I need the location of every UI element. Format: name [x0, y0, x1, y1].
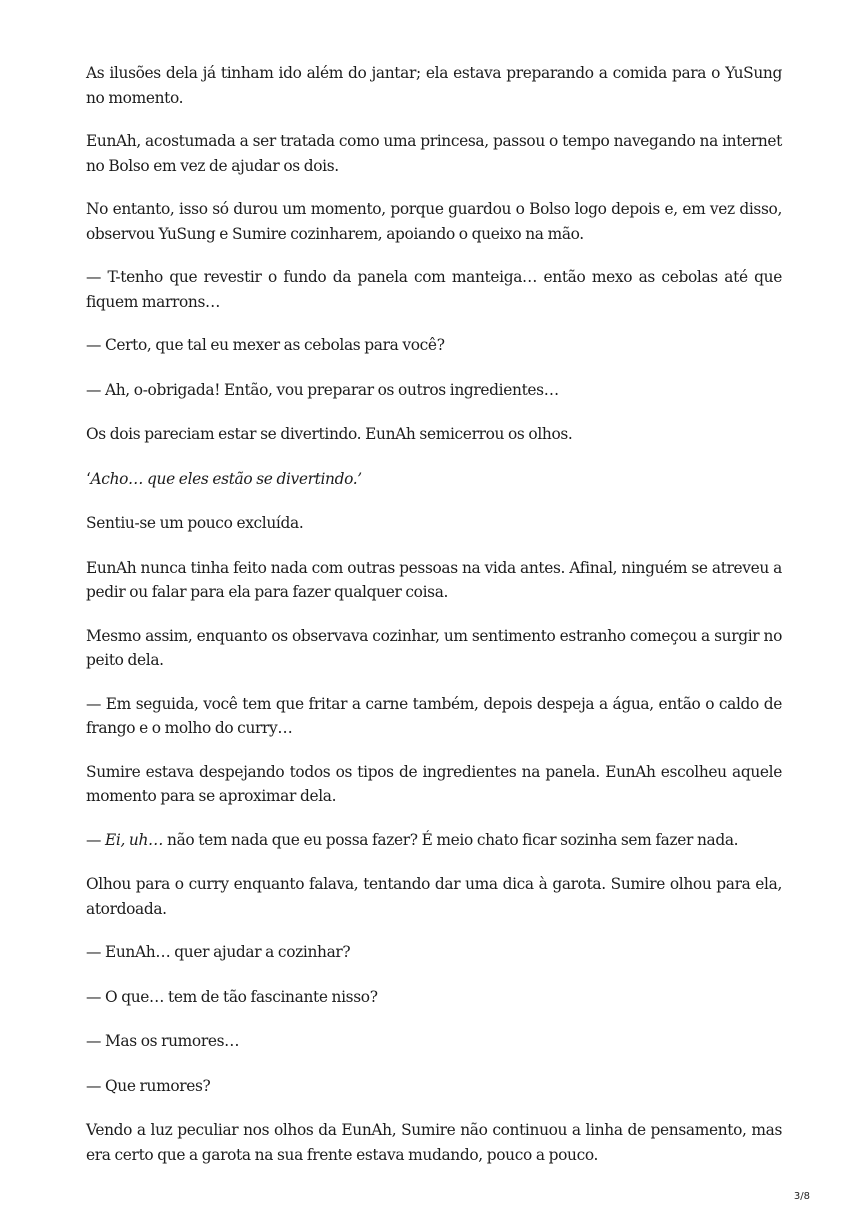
page-number: 3/8	[793, 1191, 810, 1202]
paragraph: No entanto, isso só durou um momento, porque guardou o Bolso logo depois e, em vez disso, observou YuSung e Sumire cozinharem, apoiando o queixo na mão.	[86, 200, 782, 243]
paragraph: Mesmo assim, enquanto os observava cozinhar, um sentimento estranho começou a surgir no peito dela.	[86, 626, 782, 669]
dialogue-line: — EunAh… quer ajudar a cozinhar?	[86, 943, 351, 961]
paragraph: EunAh nunca tinha feito nada com outras pessoas na vida antes. Afinal, ninguém se atreveu a pedir ou falar para ela para fazer qualquer coisa.	[86, 558, 782, 601]
dialogue-line: — Ei, uh… não tem nada que eu possa fazer? É meio chato ficar sozinha sem fazer nada.	[86, 830, 739, 849]
paragraph: Sentiu-se um pouco excluída.	[86, 514, 304, 532]
dialogue-line: — Mas os rumores…	[86, 1032, 240, 1050]
dialogue-line: — Em seguida, você tem que fritar a carne também, depois despeja a água, então o caldo de frango e o molho do curry…	[86, 694, 782, 737]
dialogue-line: — O que… tem de tão fascinante nisso?	[86, 987, 378, 1006]
paragraph: EunAh, acostumada a ser tratada como uma princesa, passou o tempo navegando na internet no Bolso em vez de ajudar os dois.	[86, 132, 782, 175]
paragraph: Os dois pareciam estar se divertindo. EunAh semicerrou os olhos.	[86, 425, 573, 443]
dialogue-line: — Que rumores?	[86, 1076, 211, 1095]
paragraph: Sumire estava despejando todos os tipos de ingredientes na panela. EunAh escolheu aquele momento para se aproximar dela.	[86, 762, 782, 805]
paragraph: Olhou para o curry enquanto falava, tentando dar uma dica à garota. Sumire olhou para ela, atordoada.	[86, 875, 782, 918]
dialogue-line: — Ah, o-obrigada! Então, vou preparar os outros ingredientes…	[86, 380, 559, 399]
document-page	[86, 61, 782, 1186]
dialogue-line: — T-tenho que revestir o fundo da panela com manteiga… então mexo as cebolas até que fiquem marrons…	[86, 268, 782, 311]
paragraph: Vendo a luz peculiar nos olhos da EunAh, Sumire não continuou a linha de pensamento, mas era certo que a garota na sua frente estava mudando, pouco a pouco.	[86, 1121, 782, 1164]
paragraph: As ilusões dela já tinham ido além do jantar; ela estava preparando a comida para o YuSung no momento.	[86, 64, 782, 107]
dialogue-line: — Certo, que tal eu mexer as cebolas para você?	[86, 336, 445, 354]
thought-line: ‘Acho… que eles estão se divertindo.’	[86, 469, 362, 488]
